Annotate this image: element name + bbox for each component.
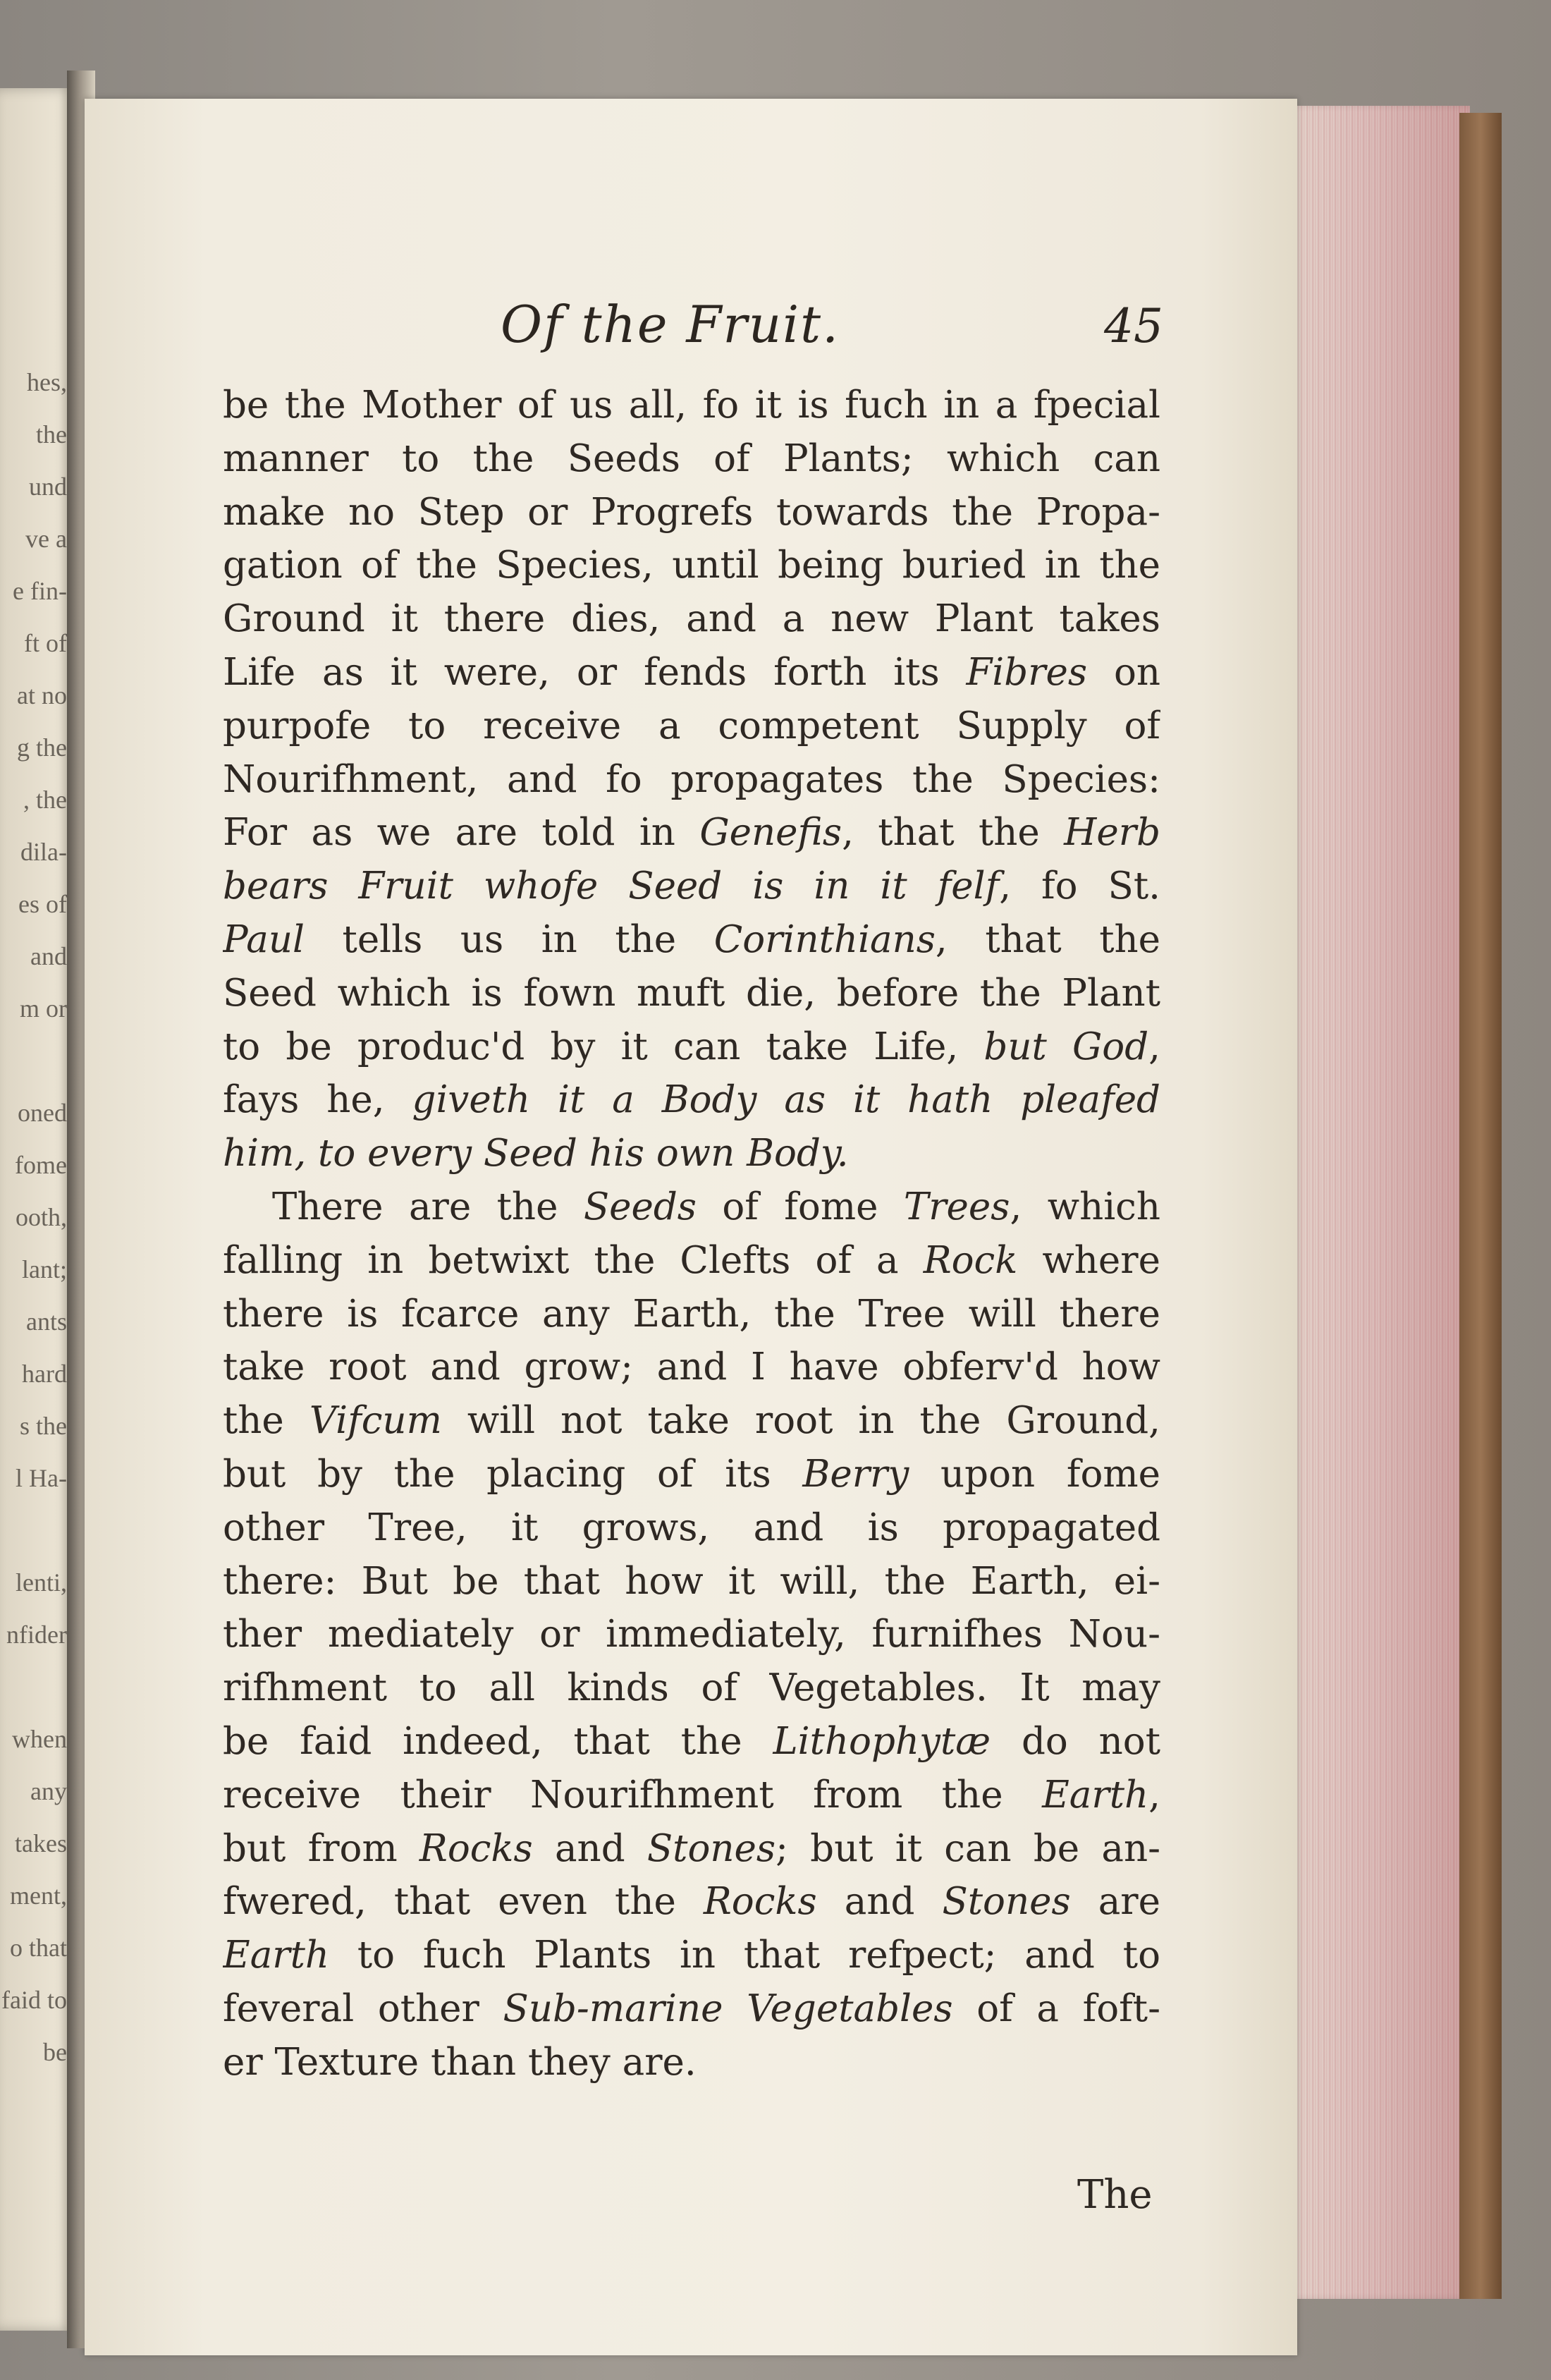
roman-text: but by the placing of its [223,1452,803,1496]
roman-text: upon fome [909,1452,1160,1496]
facing-page-fragment: ft of [24,629,67,657]
italic-text: Genefis [699,811,842,855]
text-line [223,1394,1160,1448]
text-line [223,486,1160,539]
text-line [223,1234,1160,1288]
roman-text: , that the [842,811,1065,855]
roman-text: there is fcarce any Earth, the Tree will there [223,1292,1160,1336]
text-line [223,1180,1160,1234]
page-header [501,295,1163,372]
roman-text: the [223,1399,309,1443]
facing-page-fragment: und [29,472,67,501]
roman-text: ; but it can be an- [776,1826,1160,1870]
facing-page-fragment [0,1035,67,1087]
facing-page-fragment: ooth, [15,1203,67,1231]
italic-text: Vifcum [309,1399,442,1443]
roman-text: purpofe to receive a competent Supply of [223,704,1160,747]
facing-page-fragment: the [36,420,67,448]
roman-text: of fome [697,1185,904,1228]
text-line [223,1341,1160,1394]
italic-text: Rock [923,1238,1018,1282]
text-line [223,1661,1160,1715]
text-line [223,1982,1160,2036]
roman-text: to fuch Plants in that refpect; and to [329,1934,1160,1977]
facing-page-fragment: lenti, [16,1568,67,1597]
text-line [223,753,1160,807]
facing-page-fragment [0,1504,67,1556]
facing-page-fragment: fome [15,1151,67,1179]
catchword: The [1077,2172,1153,2218]
page-number: 45 [1104,299,1163,353]
text-line [223,432,1160,486]
facing-page-fragment: nfider [6,1621,67,1649]
roman-text: there: But be that how it will, the Earth, ei- [223,1559,1160,1603]
facing-page-fragment: o that [10,1934,67,1962]
roman-text: fwered, that even the [223,1880,704,1924]
roman-text: Ground it there dies, and a new Plant takes [223,597,1160,641]
facing-page-fragment: ants [26,1307,67,1336]
facing-page-fragment: g the [17,733,67,762]
facing-page-fragment: e fin- [13,577,67,605]
text-line [223,379,1160,432]
italic-text: Lithophytæ [773,1719,991,1763]
roman-text: fays he, [223,1078,412,1122]
text-line [223,1875,1160,1929]
text-line [223,1448,1160,1501]
roman-text: For as we are told in [223,811,700,855]
facing-page-fragment: ment, [10,1881,67,1910]
text-line [223,1715,1160,1769]
roman-text: Life as it were, or fends forth its [223,650,967,694]
italic-text: Earth [1042,1773,1149,1817]
text-line [223,1608,1160,1661]
roman-text: other Tree, it grows, and is propagated [223,1506,1160,1549]
roman-text: be the Mother of us all, fo it is fuch in a fpecial [223,384,1160,427]
facing-page-fragment: when [12,1725,67,1753]
facing-page-fragment: es of [18,890,67,918]
text-line [223,1822,1160,1876]
roman-text: er Texture than they are. [223,2040,697,2084]
italic-text: Sub-marine Vegetables [503,1987,953,2030]
roman-text: on [1087,650,1160,694]
roman-text: do not [991,1719,1160,1763]
text-line [223,700,1160,753]
italic-text: Rocks [419,1826,533,1870]
italic-text: him, to every Seed his own Body. [223,1132,849,1176]
text-line [223,592,1160,646]
roman-text: , [1148,1025,1160,1068]
text-line [223,1929,1160,1982]
facing-page-fragment: , the [23,786,67,814]
text-line [223,539,1160,592]
italic-text: giveth it a Body as it hath pleafed [412,1078,1160,1122]
facing-page-fragment: be [43,2038,67,2066]
italic-text: Rocks [703,1880,817,1924]
running-title: Of the Fruit. [501,295,840,354]
roman-text: but from [223,1826,419,1870]
text-line [223,1288,1160,1341]
text-line [223,1501,1160,1555]
roman-text: and [816,1880,943,1924]
page-block-fore-edge [1287,106,1470,2299]
italic-text: Seeds [583,1185,697,1228]
facing-page-fragment: ve a [25,525,67,553]
italic-text: Stones [646,1826,776,1870]
text-line [223,913,1160,967]
roman-text: receive their Nourifhment from the [223,1773,1043,1817]
facing-page-fragment: any [30,1777,67,1805]
roman-text: manner to the Seeds of Plants; which can [223,437,1160,480]
facing-page-fragment: m or [20,994,67,1023]
facing-page-fragment: faid to [1,1986,67,2014]
roman-text: There are the [272,1185,584,1228]
roman-text: Seed which is fown muft die, before the Plant [223,971,1160,1015]
roman-text: be faid indeed, that the [223,1719,773,1763]
text-line [223,1769,1160,1822]
roman-text: gation of the Species, until being buried in the [223,544,1160,587]
roman-text: falling in betwixt the Clefts of a [223,1238,924,1282]
facing-page-fragment: at no [17,681,67,709]
roman-text: will not take root in the Ground, [441,1399,1160,1443]
facing-page-fragment: lant; [22,1255,67,1283]
facing-page-fragment: oned [18,1099,67,1127]
facing-page-fragment: l Ha- [16,1464,67,1492]
text-line [223,2036,1160,2089]
roman-text: take root and grow; and I have obferv'd how [223,1345,1160,1389]
roman-text: and [532,1826,647,1870]
text-line [223,646,1160,700]
text-line [223,860,1160,913]
text-line [223,1555,1160,1609]
book-cover-board [1459,113,1502,2299]
text-line [223,967,1160,1020]
facing-page-fragment: and [30,942,67,970]
italic-text: bears Fruit whofe Seed is in it felf [223,865,1000,908]
facing-page-fragment: hes, [27,368,67,396]
roman-text: make no Step or Progrefs towards the Propa- [223,490,1160,534]
roman-text: tells us in the [304,917,714,961]
italic-text: but God [983,1025,1149,1068]
roman-text: feveral other [223,1987,503,2030]
italic-text: Corinthians [713,917,936,961]
italic-text: Berry [802,1452,909,1496]
roman-text: of a foft- [952,1987,1160,2030]
text-line [223,1073,1160,1127]
text-line [223,806,1160,860]
roman-text: , [1148,1773,1160,1817]
roman-text: , which [1010,1185,1160,1228]
roman-text: Nourifhment, and fo propagates the Species: [223,757,1160,801]
facing-page-fragment: s the [20,1412,67,1440]
italic-text: Paul [223,917,305,961]
facing-page-edge [0,88,74,2331]
roman-text: where [1017,1238,1160,1282]
italic-text: Trees [903,1185,1010,1228]
roman-text: ther mediately or immediately, furnifhes Nou- [223,1613,1160,1656]
italic-text: Fibres [966,650,1088,694]
body-text [223,379,1160,2089]
italic-text: Herb [1064,811,1160,855]
facing-page-fragment: hard [22,1360,67,1388]
facing-page-fragment: dila- [20,838,67,866]
facing-page-text-fragments [0,356,67,2078]
italic-text: Earth [223,1934,330,1977]
italic-text: Stones [942,1880,1071,1924]
facing-page-fragment: takes [15,1829,67,1857]
roman-text: rifhment to all kinds of Vegetables. It may [223,1666,1160,1710]
roman-text: , that the [935,917,1160,961]
facing-page-fragment [0,1661,67,1713]
text-line [223,1020,1160,1074]
text-line [223,1127,1160,1180]
book-page [85,99,1297,2355]
roman-text: to be produc'd by it can take Life, [223,1025,984,1068]
roman-text: , fo St. [999,865,1160,908]
roman-text: are [1070,1880,1160,1924]
